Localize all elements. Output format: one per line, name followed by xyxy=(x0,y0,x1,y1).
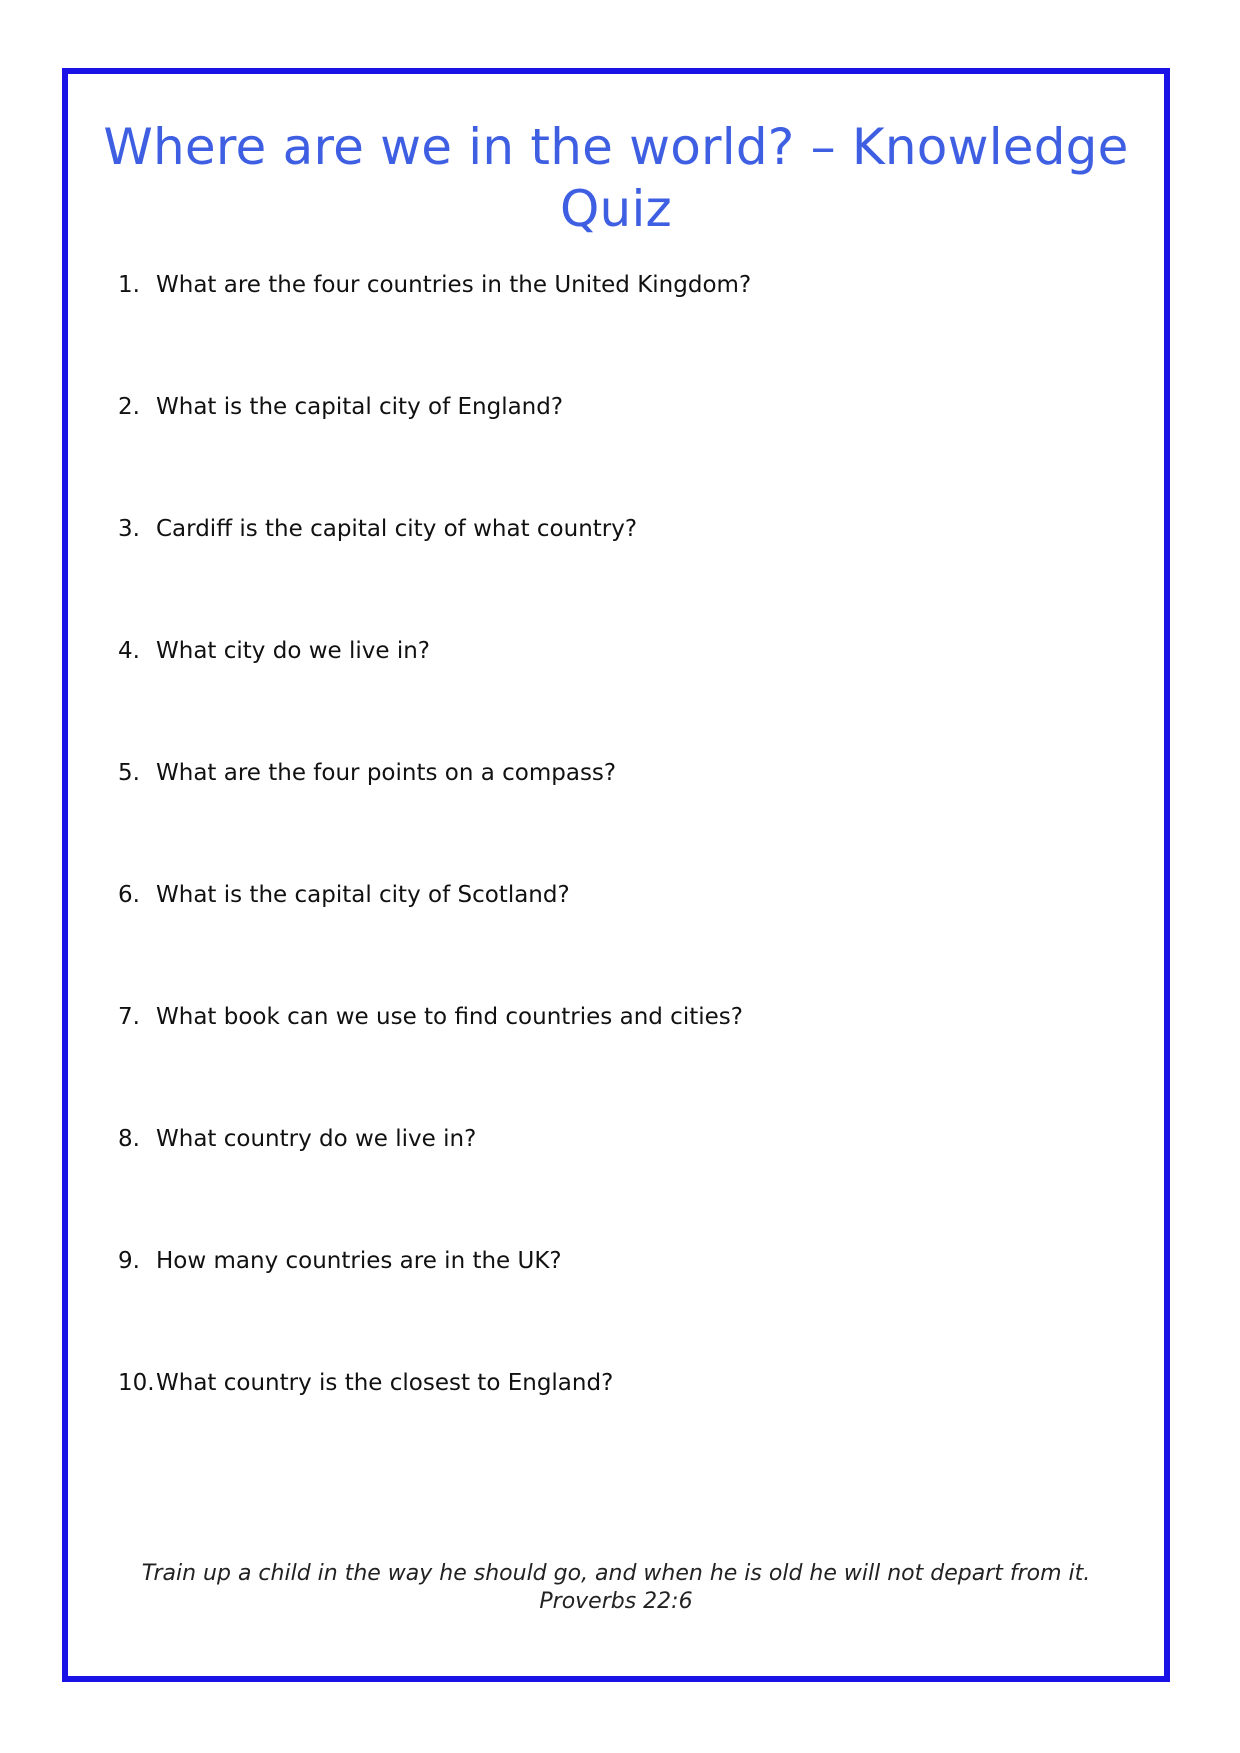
title-line-1: Where are we in the world? – Knowledge xyxy=(103,118,1129,176)
question-number: 3. xyxy=(118,516,140,542)
question-text: Cardiff is the capital city of what country? xyxy=(156,516,638,542)
page-title xyxy=(68,116,1164,240)
question-number: 1. xyxy=(118,272,140,298)
question-number: 2. xyxy=(118,394,140,420)
question-9 xyxy=(118,1246,751,1368)
question-5 xyxy=(118,758,751,880)
question-list xyxy=(118,270,751,1490)
question-number: 7. xyxy=(118,1004,140,1030)
footer-reference: Proverbs 22:6 xyxy=(539,1589,693,1614)
question-2 xyxy=(118,392,751,514)
page-border xyxy=(62,68,1170,1682)
question-4 xyxy=(118,636,751,758)
question-text: What are the four countries in the United Kingdom? xyxy=(156,272,752,298)
question-3 xyxy=(118,514,751,636)
question-number: 6. xyxy=(118,882,140,908)
question-number: 4. xyxy=(118,638,140,664)
question-text: What are the four points on a compass? xyxy=(156,760,617,786)
question-6 xyxy=(118,880,751,1002)
question-1 xyxy=(118,270,751,392)
question-text: What country is the closest to England? xyxy=(156,1370,614,1396)
question-text: What book can we use to find countries and cities? xyxy=(156,1004,743,1030)
question-10 xyxy=(118,1368,751,1490)
question-text: What country do we live in? xyxy=(156,1126,477,1152)
question-text: What is the capital city of England? xyxy=(156,394,564,420)
footer-quote-text: Train up a child in the way he should go, and when he is old he will not depart from it. xyxy=(141,1561,1091,1586)
question-text: What is the capital city of Scotland? xyxy=(156,882,570,908)
question-number: 8. xyxy=(118,1126,140,1152)
title-line-2: Quiz xyxy=(560,180,672,238)
footer-quote xyxy=(68,1560,1164,1616)
question-text: What city do we live in? xyxy=(156,638,431,664)
question-text: How many countries are in the UK? xyxy=(156,1248,562,1274)
question-number: 9. xyxy=(118,1248,140,1274)
question-7 xyxy=(118,1002,751,1124)
question-number: 10. xyxy=(118,1370,155,1396)
question-number: 5. xyxy=(118,760,140,786)
question-8 xyxy=(118,1124,751,1246)
